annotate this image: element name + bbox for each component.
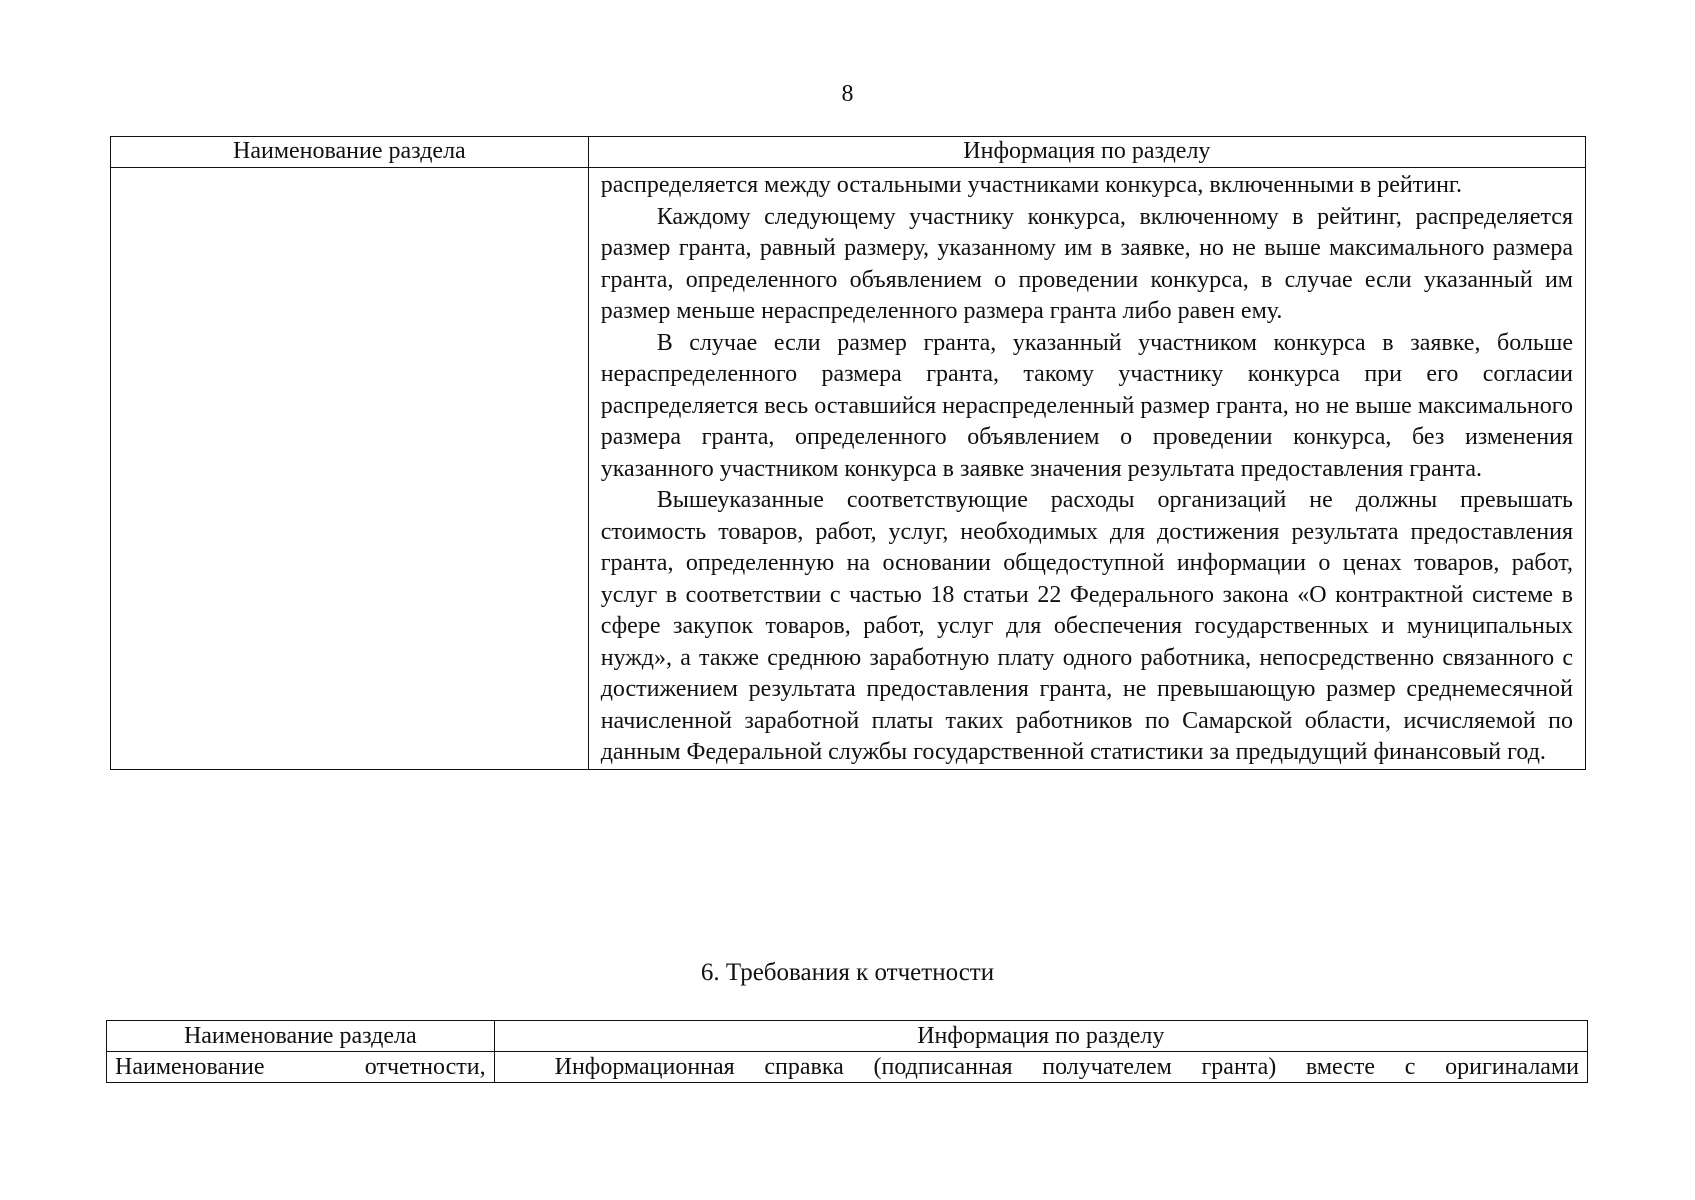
header-section-info: Информация по разделу	[494, 1021, 1587, 1052]
grant-distribution-table	[110, 136, 1586, 770]
header-section-info: Информация по разделу	[588, 137, 1585, 168]
report-info-cell	[494, 1052, 1587, 1083]
report-name-word1: Наименование	[115, 1054, 265, 1080]
section-title: 6. Требования к отчетности	[700, 959, 995, 986]
section-name-cell	[111, 168, 589, 770]
table-header-row	[111, 137, 1586, 168]
paragraph-grant-exceeds: В случае если размер гранта, указанный участником конкурса в заявке, больше нераспределенного размера гранта, такому участнику конкурса при его согласии распределяется весь оставшийся нераспределенный размер гранта, но не выше максимального размера гранта, определенного объявлением о проведении конкурса, без изменения указанного участником конкурса в заявке значения результата предоставления гранта.	[600, 329, 1573, 482]
page-number: 8	[841, 81, 854, 107]
header-section-name: Наименование раздела	[111, 137, 589, 168]
section-info-cell	[588, 168, 1585, 770]
paragraph-next-participant: Каждому следующему участнику конкурса, включенному в рейтинг, распределяется размер гранта, равный размеру, указанному им в заявке, но не выше максимального размера гранта, определенного объявлением о проведении конкурса, в случае если указанный им размер меньше нераспределенного размера гранта либо равен ему.	[600, 203, 1573, 324]
report-info-text: Информационная справка (подписанная получателем гранта) вместе с оригиналами	[554, 1054, 1579, 1080]
reporting-requirements-table	[106, 1020, 1588, 1083]
table-row	[111, 168, 1586, 770]
table-header-row	[107, 1021, 1588, 1052]
paragraph-continuation: распределяется между остальными участниками конкурса, включенными в рейтинг.	[600, 172, 1463, 198]
table-row	[107, 1052, 1588, 1083]
report-name-word2: отчетности,	[364, 1054, 486, 1080]
header-section-name: Наименование раздела	[107, 1021, 495, 1052]
report-name-cell	[107, 1052, 495, 1083]
paragraph-expenses: Вышеуказанные соответствующие расходы организаций не должны превышать стоимость товаров, работ, услуг, необходимых для достижения результата предоставления гранта, определенную на основании общедоступной информации о ценах товаров, работ, услуг в соответствии с частью 18 статьи 22 Федерального закона «О контрактной системе в сфере закупок товаров, работ, услуг для обеспечения государственных и муниципальных нужд», а также среднюю заработную плату одного работника, непосредственно связанного с достижением результата предоставления гранта, не превышающую размер среднемесячной начисленной заработной платы таких работников по Самарской области, исчисляемой по данным Федеральной службы государственной статистики за предыдущий финансовый год.	[600, 487, 1573, 765]
